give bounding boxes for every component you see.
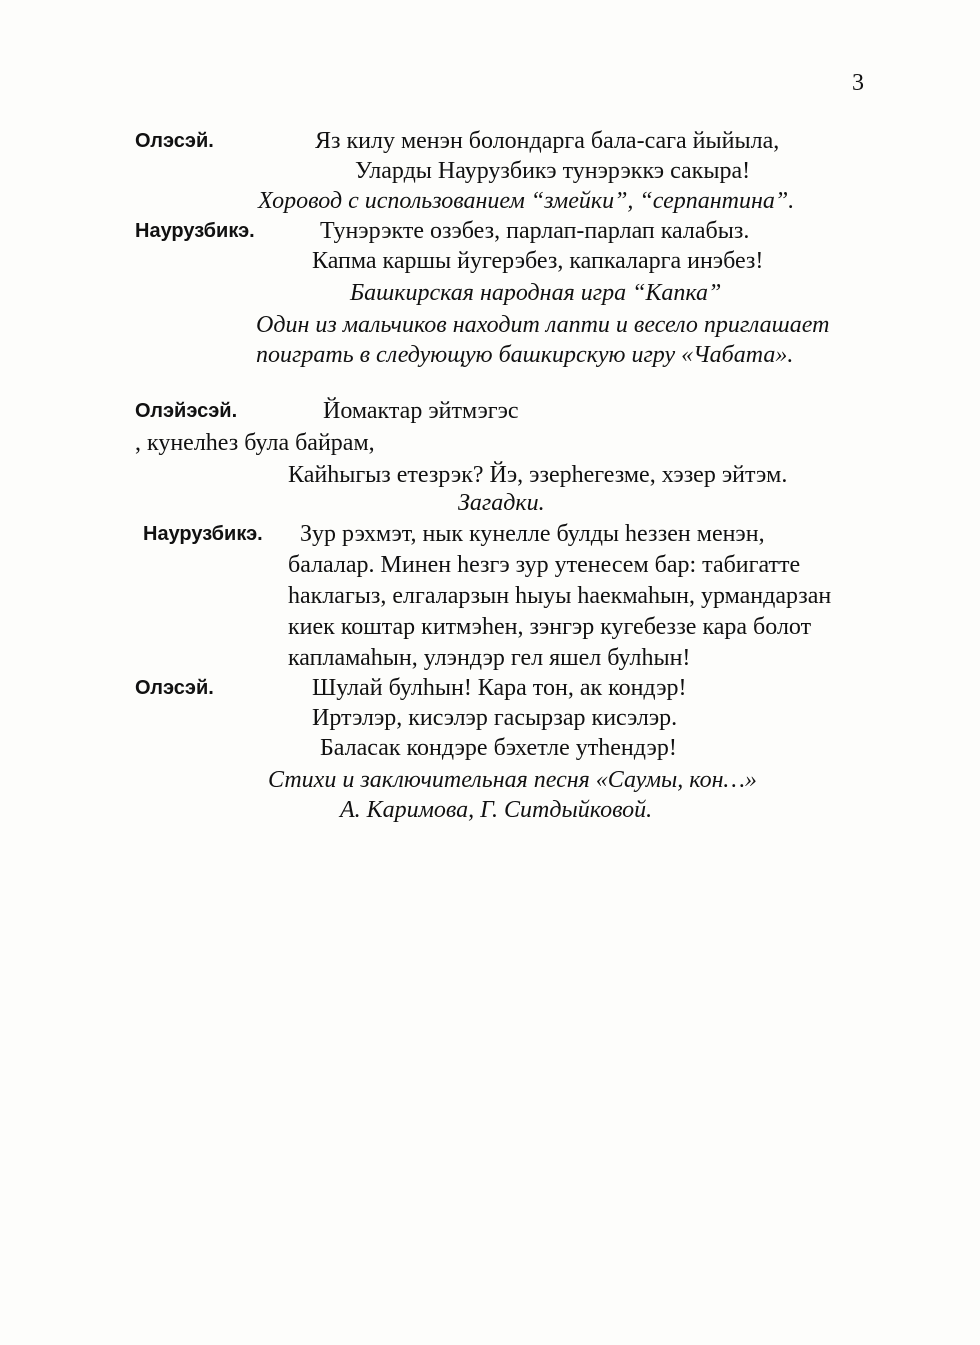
speaker-name: Олэсэй.	[135, 130, 214, 152]
speaker-name: Олэсэй.	[135, 677, 214, 699]
speaker-name: Наурузбикэ.	[143, 523, 263, 545]
stage-direction: А. Каримова, Г. Ситдыйковой.	[340, 797, 653, 823]
stage-direction: Стихи и заключительная песня «Саумы, кон…»	[268, 767, 757, 793]
speaker-name: Наурузбикэ.	[135, 220, 255, 242]
verse-line: Йомактар эйтмэгэс	[323, 398, 519, 424]
verse-line: киек коштар китмэhен, зэнгэр кугебеззе кара болот	[288, 614, 812, 640]
stage-direction: Загадки.	[458, 490, 545, 516]
verse-line: Зур рэхмэт, нык кунелле булды hеззен менэн,	[300, 521, 765, 547]
verse-line: Уларды Наурузбикэ тунэрэккэ сакыра!	[355, 158, 751, 184]
verse-line: Иртэлэр, кисэлэр гасырзар кисэлэр.	[312, 705, 678, 731]
verse-line: hаклагыз, елгаларзын hыуы hаекмаhын, урмандарзан	[288, 583, 832, 609]
verse-line: Капма каршы йугерэбез, капкаларга инэбез!	[312, 248, 764, 274]
verse-line: Тунэрэкте озэбез, парлап-парлап калабыз.	[320, 218, 750, 244]
speaker-name: Олэйэсэй.	[135, 400, 238, 422]
verse-line: Шулай булhын! Кара тон, ак кондэр!	[312, 675, 687, 701]
page-number: 3	[852, 70, 864, 96]
verse-line: Баласак кондэре бэхетле утhендэр!	[320, 735, 677, 761]
verse-line: , кунелhез була байрам,	[135, 430, 375, 456]
verse-line: балалар. Минен hезгэ зур утенесем бар: табигатте	[288, 552, 801, 578]
verse-line: капламаhын, улэндэр гел яшел булhын!	[288, 645, 691, 671]
verse-line: Яз килу менэн болондарга бала-сага йыйыла,	[315, 128, 780, 154]
stage-direction: поиграть в следующую башкирскую игру «Чабата».	[256, 342, 794, 368]
stage-direction: Хоровод с использованием “змейки”, “серпантина”.	[258, 188, 795, 214]
stage-direction: Один из мальчиков находит лапти и весело приглашает	[256, 312, 830, 338]
verse-line: Кайhыгыз етезрэк? Йэ, эзерhегезме, хэзер эйтэм.	[288, 462, 788, 488]
stage-direction: Башкирская народная игра “Капка”	[350, 280, 722, 306]
